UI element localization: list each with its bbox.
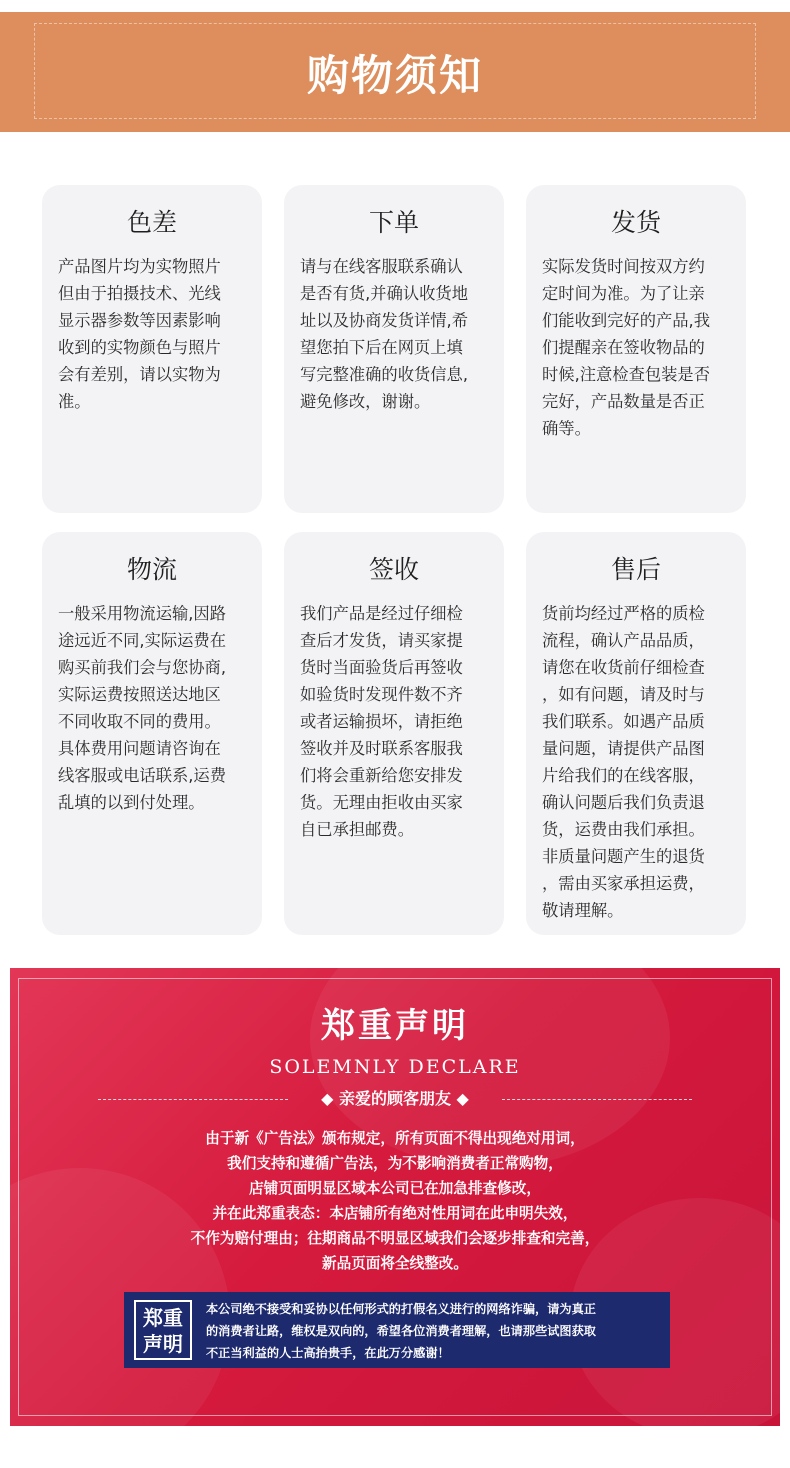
card-line: 请您在收货前仔细检查 bbox=[542, 658, 705, 677]
card-line: 乱填的以到付处理。 bbox=[58, 793, 205, 812]
card-line: 写完整准确的收货信息, bbox=[300, 365, 468, 384]
card-line: 查后才发货，请买家提 bbox=[300, 631, 463, 650]
card-line: 敬请理解。 bbox=[542, 901, 624, 920]
card-line: 非质量问题产生的退货 bbox=[542, 847, 705, 866]
card-line: 时候,注意检查包装是否 bbox=[542, 365, 710, 384]
paragraph-line: 并在此郑重表态：本店铺所有绝对性用词在此申明失效， bbox=[212, 1205, 578, 1222]
card-line: 确认问题后我们负责退 bbox=[542, 793, 705, 812]
declaration-paragraph bbox=[50, 1126, 740, 1276]
card-after-sales bbox=[526, 532, 746, 935]
card-body bbox=[58, 600, 246, 816]
card-line: 流程，确认产品品质， bbox=[542, 631, 705, 650]
card-line: 收到的实物颜色与照片 bbox=[58, 338, 221, 357]
card-line: 片给我们的在线客服， bbox=[542, 766, 705, 785]
card-body bbox=[58, 253, 246, 415]
paragraph-line: 店铺页面明显区域本公司已在加急排查修改， bbox=[249, 1180, 541, 1197]
declaration-panel bbox=[10, 968, 780, 1426]
card-title: 签收 bbox=[368, 555, 419, 584]
notice-line: 本公司绝不接受和妥协以任何形式的打假名义进行的网络诈骗，请为真正 bbox=[206, 1302, 596, 1316]
greeting: ◆ 亲爱的顾客朋友 ◆ bbox=[321, 1089, 469, 1108]
card-line: 避免修改，谢谢。 bbox=[300, 392, 431, 411]
notice-box bbox=[124, 1292, 670, 1368]
card-line: 货，运费由我们承担。 bbox=[542, 820, 705, 839]
card-line: 我们产品是经过仔细检 bbox=[300, 604, 463, 623]
card-line: 货时当面验货后再签收 bbox=[300, 658, 463, 677]
card-line: 准。 bbox=[58, 392, 91, 411]
card-line: 我们联系。如遇产品质 bbox=[542, 712, 705, 731]
paragraph-line: 我们支持和遵循广告法，为不影响消费者正常购物， bbox=[227, 1155, 563, 1172]
card-line: 线客服或电话联系,运费 bbox=[58, 766, 226, 785]
card-line: 望您拍下后在网页上填 bbox=[300, 338, 463, 357]
card-line: 签收并及时联系客服我 bbox=[300, 739, 463, 758]
card-receipt bbox=[284, 532, 504, 935]
card-line: 自已承担邮费。 bbox=[300, 820, 414, 839]
card-color-difference bbox=[42, 185, 262, 513]
header-banner bbox=[0, 12, 790, 132]
declaration-subtitle: SOLEMNLY DECLARE bbox=[269, 1056, 521, 1078]
card-line: 量问题，请提供产品图 bbox=[542, 739, 705, 758]
paragraph-line: 不作为赔付理由；往期商品不明显区域我们会逐步排查和完善， bbox=[190, 1230, 600, 1247]
card-line: 或者运输损坏，请拒绝 bbox=[300, 712, 463, 731]
card-line: 确等。 bbox=[542, 419, 591, 438]
notice-line: 的消费者让路，维权是双向的，希望各位消费者理解，也请那些试图获取 bbox=[206, 1324, 596, 1338]
card-line: 具体费用问题请咨询在 bbox=[58, 739, 221, 758]
card-line: 实际运费按照送达地区 bbox=[58, 685, 221, 704]
card-line: 产品图片均为实物照片 bbox=[58, 257, 221, 276]
card-body bbox=[542, 600, 730, 924]
card-line: 购买前我们会与您协商, bbox=[58, 658, 226, 677]
card-line: 址以及协商发货详情,希 bbox=[300, 311, 468, 330]
greeting-row bbox=[98, 1086, 692, 1112]
card-line: 显示器参数等因素影响 bbox=[58, 311, 221, 330]
card-line: 一般采用物流运输,因路 bbox=[58, 604, 226, 623]
card-line: 是否有货,并确认收货地 bbox=[300, 284, 468, 303]
badge-line: 声明 bbox=[143, 1332, 183, 1356]
card-title: 色差 bbox=[126, 208, 177, 237]
card-title: 售后 bbox=[610, 555, 661, 584]
card-line: 实际发货时间按双方约 bbox=[542, 257, 705, 276]
card-line: 会有差别，请以实物为 bbox=[58, 365, 221, 384]
card-body bbox=[300, 600, 488, 843]
card-line: ，需由买家承担运费， bbox=[542, 874, 705, 893]
paragraph-line: 新品页面将全线整改。 bbox=[322, 1255, 468, 1272]
card-line: 们将会重新给您安排发 bbox=[300, 766, 463, 785]
page-title: 购物须知 bbox=[306, 51, 483, 100]
paragraph-line: 由于新《广告法》颁布规定，所有页面不得出现绝对用词， bbox=[205, 1130, 585, 1147]
card-logistics bbox=[42, 532, 262, 935]
card-body bbox=[542, 253, 730, 442]
card-line: 请与在线客服联系确认 bbox=[300, 257, 463, 276]
card-line: 货。无理由拒收由买家 bbox=[300, 793, 463, 812]
card-line: 但由于拍摄技术、光线 bbox=[58, 284, 221, 303]
card-order bbox=[284, 185, 504, 513]
notice-badge bbox=[134, 1300, 192, 1360]
card-line: 如验货时发现件数不齐 bbox=[300, 685, 463, 704]
card-line: 们能收到完好的产品,我 bbox=[542, 311, 710, 330]
card-title: 物流 bbox=[126, 555, 177, 584]
card-title: 下单 bbox=[368, 208, 419, 237]
badge-line: 郑重 bbox=[143, 1306, 183, 1330]
card-line: 们提醒亲在签收物品的 bbox=[542, 338, 705, 357]
card-title: 发货 bbox=[610, 208, 661, 237]
card-line: 不同收取不同的费用。 bbox=[58, 712, 221, 731]
card-body bbox=[300, 253, 488, 415]
declaration-title: 郑重声明 bbox=[321, 1006, 469, 1046]
card-line: 货前均经过严格的质检 bbox=[542, 604, 705, 623]
card-line: 完好，产品数量是否正 bbox=[542, 392, 705, 411]
card-line: ，如有问题，请及时与 bbox=[542, 685, 705, 704]
notice-line: 不正当利益的人士高抬贵手，在此万分感谢！ bbox=[206, 1346, 450, 1360]
card-shipping bbox=[526, 185, 746, 513]
card-line: 定时间为准。为了让亲 bbox=[542, 284, 705, 303]
card-line: 途远近不同,实际运费在 bbox=[58, 631, 226, 650]
notice-text bbox=[206, 1298, 662, 1364]
